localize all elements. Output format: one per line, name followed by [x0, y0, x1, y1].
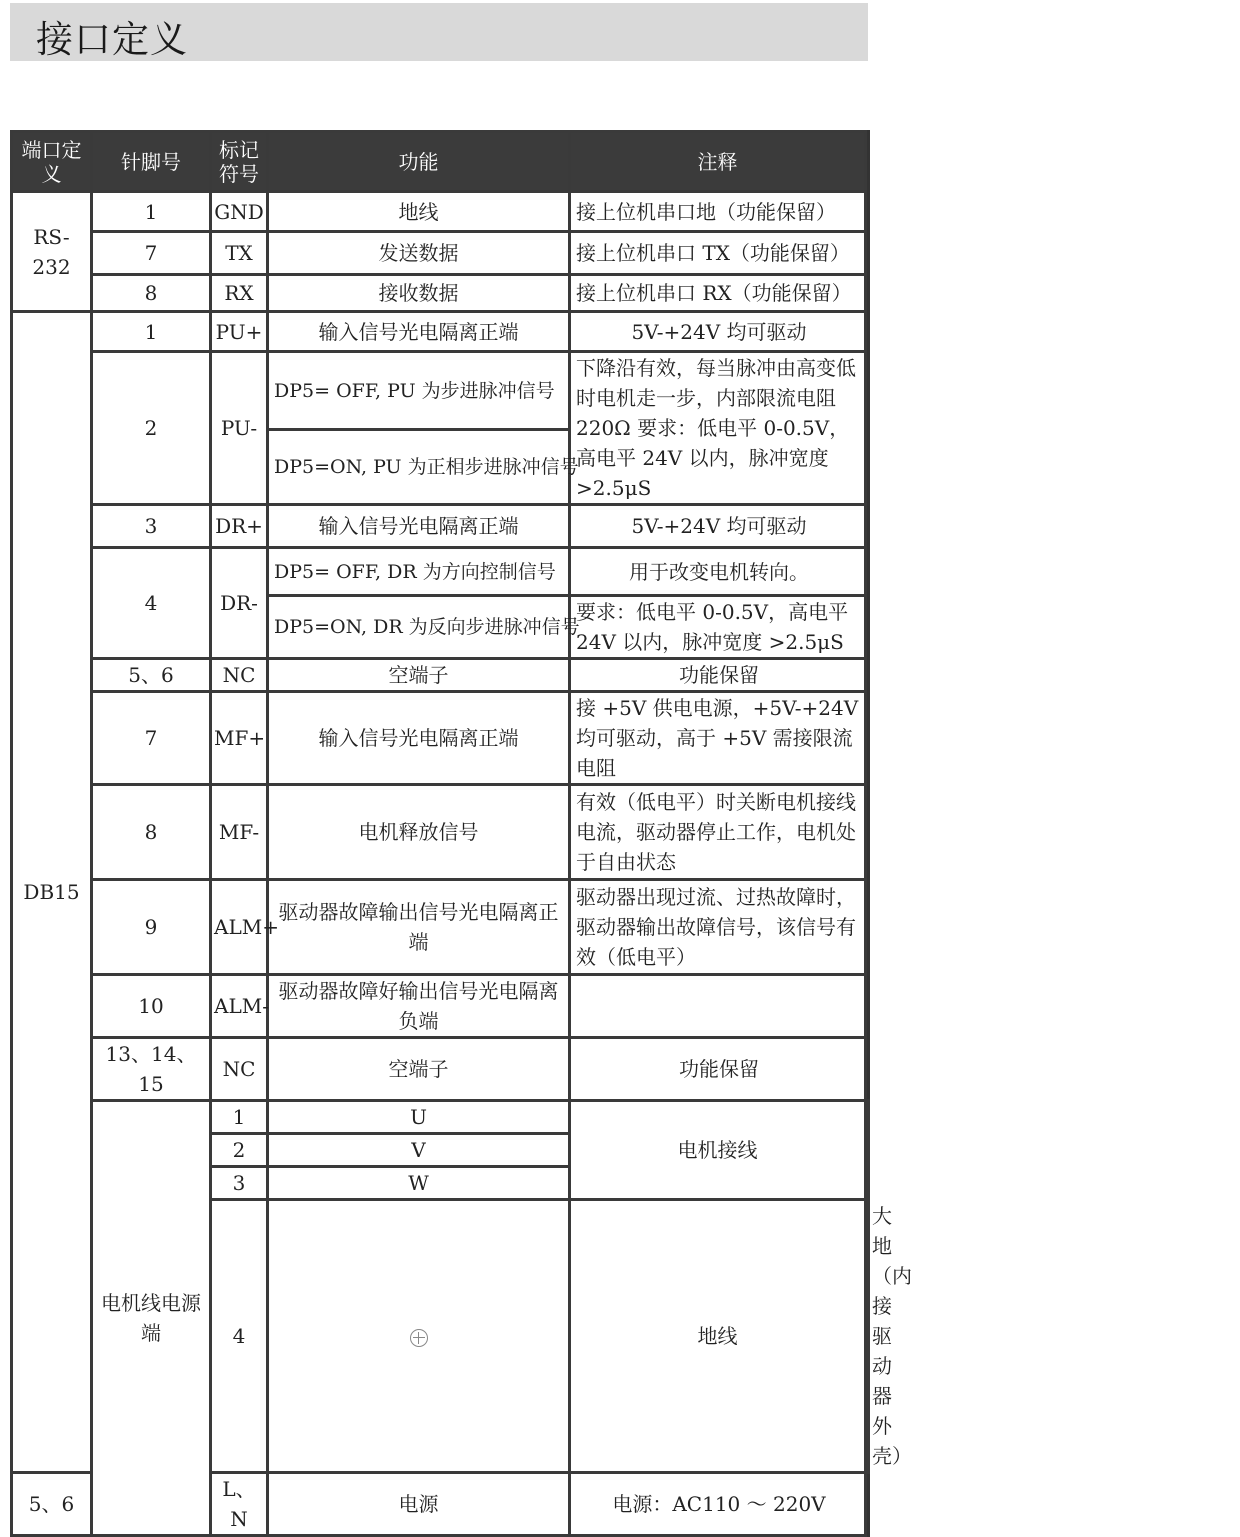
- table-row: [12, 975, 869, 1038]
- function-cell: DP5= OFF, PU 为步进脉冲信号: [268, 352, 570, 430]
- function-cell: 发送数据: [268, 232, 570, 275]
- symbol-cell: MF+: [211, 692, 268, 785]
- table-row: [12, 548, 869, 596]
- pin-cell: 8: [92, 275, 211, 312]
- table-row: [12, 312, 869, 352]
- symbol-cell: DR+: [211, 505, 268, 548]
- table-row: [12, 880, 869, 975]
- symbol-cell: W: [268, 1167, 570, 1200]
- function-cell: 驱动器故障输出信号光电隔离正端: [268, 880, 570, 975]
- note-cell: 功能保留: [570, 1038, 866, 1101]
- pin-cell: 2: [211, 1134, 268, 1167]
- symbol-cell: DR-: [211, 548, 268, 659]
- title-bar: [10, 3, 868, 61]
- note-cell: 电源：AC110 ～ 220V: [570, 1473, 866, 1536]
- function-cell: 电机释放信号: [268, 785, 570, 880]
- header-pin: 针脚号: [92, 132, 211, 192]
- pin-cell: 7: [92, 692, 211, 785]
- note-cell: 用于改变电机转向。: [570, 548, 866, 596]
- symbol-cell: NC: [211, 1038, 268, 1101]
- pin-cell: 7: [92, 232, 211, 275]
- note-cell: 5V-+24V 均可驱动: [570, 312, 866, 352]
- table-row: [12, 192, 869, 232]
- symbol-cell: [268, 1200, 570, 1473]
- table-row: [12, 505, 869, 548]
- pin-cell: 5、6: [12, 1473, 92, 1536]
- header-function: 功能: [268, 132, 570, 192]
- function-cell: 输入信号光电隔离正端: [268, 692, 570, 785]
- function-cell: DP5= OFF, DR 为方向控制信号: [268, 548, 570, 596]
- header-port: 端口定义: [12, 132, 92, 192]
- function-cell: DP5=ON, PU 为正相步进脉冲信号: [268, 430, 570, 505]
- symbol-cell: NC: [211, 659, 268, 692]
- function-cell: 电机接线: [570, 1101, 866, 1200]
- function-cell: 接收数据: [268, 275, 570, 312]
- header-row: [12, 132, 869, 192]
- function-cell: 空端子: [268, 659, 570, 692]
- function-cell: 空端子: [268, 1038, 570, 1101]
- pin-cell: 4: [211, 1200, 268, 1473]
- interface-table: [10, 130, 912, 1537]
- table-row: [12, 692, 869, 785]
- table-row: [12, 1038, 869, 1101]
- note-cell: 大地（内接驱动器外壳）: [866, 1200, 869, 1473]
- note-cell: 有效（低电平）时关断电机接线电流，驱动器停止工作，电机处于自由状态: [570, 785, 866, 880]
- note-cell: 接上位机串口地（功能保留）: [570, 192, 866, 232]
- symbol-cell: ALM+: [211, 880, 268, 975]
- table-row: [12, 785, 869, 880]
- pin-cell: 8: [92, 785, 211, 880]
- symbol-cell: ALM-: [211, 975, 268, 1038]
- table-row: [12, 275, 869, 312]
- note-cell: 要求：低电平 0-0.5V，高电平 24V 以内，脉冲宽度 >2.5μS: [570, 596, 866, 659]
- symbol-cell: PU+: [211, 312, 268, 352]
- note-cell: 下降沿有效，每当脉冲由高变低时电机走一步，内部限流电阻 220Ω 要求：低电平 0-0.5V，高电平 24V 以内，脉冲宽度 >2.5μS: [570, 352, 866, 505]
- symbol-cell: V: [268, 1134, 570, 1167]
- table-row: [12, 659, 869, 692]
- header-symbol: 标记符号: [211, 132, 268, 192]
- pin-cell: 1: [92, 192, 211, 232]
- function-cell: DP5=ON, DR 为反向步进脉冲信号: [268, 596, 570, 659]
- group-db15: DB15: [12, 312, 92, 1473]
- note-cell: [570, 975, 866, 1038]
- ground-icon: [410, 1329, 428, 1347]
- note-cell: 接上位机串口 RX（功能保留）: [570, 275, 866, 312]
- pin-cell: 1: [92, 312, 211, 352]
- pin-cell: 4: [92, 548, 211, 659]
- symbol-cell: PU-: [211, 352, 268, 505]
- function-cell: 地线: [268, 192, 570, 232]
- pin-cell: 13、14、15: [92, 1038, 211, 1101]
- pin-cell: 5、6: [92, 659, 211, 692]
- pin-cell: 9: [92, 880, 211, 975]
- header-note: 注释: [570, 132, 866, 192]
- pin-cell: 3: [211, 1167, 268, 1200]
- note-cell: 5V-+24V 均可驱动: [570, 505, 866, 548]
- note-cell: [866, 1101, 869, 1200]
- table-row: [12, 232, 869, 275]
- symbol-cell: RX: [211, 275, 268, 312]
- function-cell: 输入信号光电隔离正端: [268, 312, 570, 352]
- group-power: 电机线电源端: [92, 1101, 211, 1536]
- group-rs232: RS-232: [12, 192, 92, 312]
- function-cell: 驱动器故障好输出信号光电隔离负端: [268, 975, 570, 1038]
- pin-cell: 3: [92, 505, 211, 548]
- symbol-cell: U: [268, 1101, 570, 1134]
- function-cell: 地线: [570, 1200, 866, 1473]
- note-cell: 驱动器出现过流、过热故障时，驱动器输出故障信号，该信号有效（低电平）: [570, 880, 866, 975]
- symbol-cell: GND: [211, 192, 268, 232]
- note-cell: 接上位机串口 TX（功能保留）: [570, 232, 866, 275]
- function-cell: 电源: [268, 1473, 570, 1536]
- symbol-cell: TX: [211, 232, 268, 275]
- note-cell: 接 +5V 供电电源，+5V-+24V 均可驱动，高于 +5V 需接限流电阻: [570, 692, 866, 785]
- function-cell: 输入信号光电隔离正端: [268, 505, 570, 548]
- page-title: 接口定义: [36, 18, 188, 61]
- symbol-cell: MF-: [211, 785, 268, 880]
- pin-cell: 1: [211, 1101, 268, 1134]
- table-row: [12, 1101, 869, 1134]
- table-row: [12, 352, 869, 430]
- symbol-cell: L、N: [211, 1473, 268, 1536]
- pin-cell: 10: [92, 975, 211, 1038]
- pin-cell: 2: [92, 352, 211, 505]
- note-cell: 功能保留: [570, 659, 866, 692]
